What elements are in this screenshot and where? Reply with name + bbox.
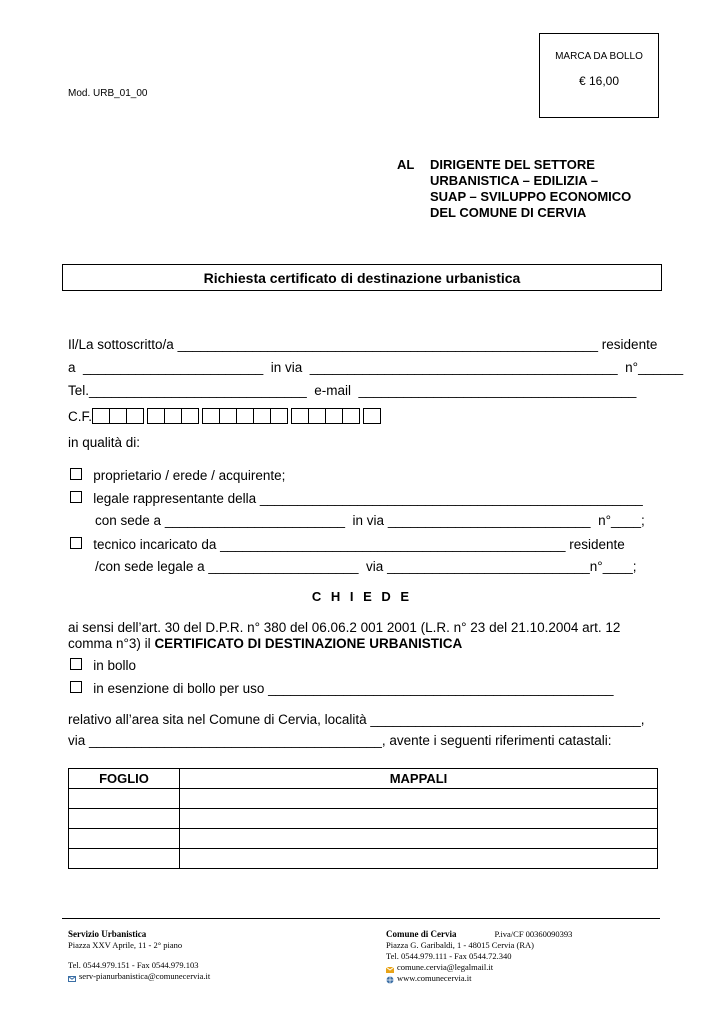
- footer-left-email[interactable]: serv-pianurbanistica@comunecervia.it: [79, 971, 211, 981]
- footer-vat: P.iva/CF 00360090393: [494, 929, 573, 939]
- phone-label: Tel.: [68, 383, 90, 398]
- applicant-address-row: [68, 360, 683, 375]
- parcels-cell[interactable]: [180, 849, 658, 869]
- law-prefix: comma n°3) il: [68, 636, 151, 651]
- cadastral-table: [68, 768, 658, 869]
- parcels-cell[interactable]: [180, 829, 658, 849]
- tax-code-char-box[interactable]: [363, 408, 381, 424]
- tech-seat-city-field[interactable]: ____________________: [208, 559, 359, 574]
- revenue-stamp-box: [539, 33, 659, 118]
- sheet-cell[interactable]: [69, 829, 180, 849]
- tax-code-char-box[interactable]: [126, 408, 144, 424]
- recipient-line: SUAP – SVILUPPO ECONOMICO: [430, 189, 632, 204]
- tax-code-char-box[interactable]: [181, 408, 199, 424]
- tax-code-char-box[interactable]: [202, 408, 220, 424]
- footer-divider: [62, 918, 660, 919]
- sheet-cell[interactable]: [69, 789, 180, 809]
- tax-code-char-box[interactable]: [92, 408, 110, 424]
- sheet-cell[interactable]: [69, 809, 180, 829]
- table-row: [69, 829, 658, 849]
- tax-code-label: C.F.: [68, 408, 93, 424]
- name-label: Il/La sottoscritto/a: [68, 337, 174, 352]
- globe-icon: [386, 976, 394, 982]
- street-label: in via: [270, 360, 303, 375]
- recipient-line: DIRIGENTE DEL SETTORE: [430, 157, 595, 172]
- recipient-line: URBANISTICA – EDILIZIA –: [430, 173, 599, 188]
- option-legal-rep: [70, 491, 643, 506]
- parcels-cell[interactable]: [180, 809, 658, 829]
- seat-street-label: in via: [352, 513, 385, 528]
- owner-checkbox[interactable]: [70, 468, 82, 480]
- mail-icon: [386, 965, 394, 971]
- seat-number-label: n°: [598, 513, 611, 528]
- tax-code-char-box[interactable]: [270, 408, 288, 424]
- parcels-header: MAPPALI: [180, 769, 658, 789]
- table-header-row: [69, 769, 658, 789]
- tax-code-char-box[interactable]: [308, 408, 326, 424]
- legal-seat-row: [95, 513, 645, 528]
- tax-code-char-box[interactable]: [147, 408, 165, 424]
- tax-code-char-box[interactable]: [109, 408, 127, 424]
- option-stamp: [70, 658, 136, 673]
- footer-right-address: Piazza G. Garibaldi, 1 - 48015 Cervia (RA): [386, 940, 534, 950]
- tax-code-char-box[interactable]: [236, 408, 254, 424]
- street-field[interactable]: _________________________________________: [309, 360, 618, 375]
- tax-code-char-box[interactable]: [219, 408, 237, 424]
- legal-rep-label: legale rappresentante della: [93, 491, 257, 506]
- module-code: Mod. URB_01_00: [68, 88, 148, 99]
- footer-left-title: Servizio Urbanistica: [68, 929, 147, 939]
- exempt-use-field[interactable]: ______________________________________________: [268, 681, 614, 696]
- stamp-checkbox[interactable]: [70, 658, 82, 670]
- seat-number-field[interactable]: ____;: [610, 513, 645, 528]
- stamp-amount: € 16,00: [578, 74, 620, 88]
- seat-city-field[interactable]: ________________________: [164, 513, 346, 528]
- tech-seat-street-label: via: [366, 559, 384, 574]
- option-owner: [70, 468, 285, 483]
- parcels-cell[interactable]: [180, 789, 658, 809]
- area-street-label: via: [68, 733, 86, 748]
- client-field[interactable]: ______________________________________________: [220, 537, 566, 552]
- table-row: [69, 809, 658, 829]
- law-reference-line1: ai sensi dell’art. 30 del D.P.R. n° 380 del 06.06.2 001 2001 (L.R. n° 23 del 21.10.2004 art. 12: [68, 620, 621, 635]
- sheet-header: FOGLIO: [69, 769, 180, 789]
- footer-left-address: Piazza XXV Aprile, 11 - 2° piano: [68, 940, 183, 950]
- tax-code-char-box[interactable]: [291, 408, 309, 424]
- footer-right-title: Comune di Cervia: [386, 929, 457, 939]
- seat-city-label: con sede a: [95, 513, 162, 528]
- sheet-cell[interactable]: [69, 849, 180, 869]
- company-field[interactable]: ___________________________________________________: [259, 491, 643, 506]
- document-title: Richiesta certificato di destinazione urbanistica: [62, 264, 662, 291]
- footer-left: [68, 929, 210, 982]
- envelope-icon: [68, 974, 76, 980]
- law-reference-line2: [68, 636, 462, 651]
- tax-code-char-box[interactable]: [342, 408, 360, 424]
- legal-rep-checkbox[interactable]: [70, 491, 82, 503]
- cadastral-intro: , avente i seguenti riferimenti catastali:: [381, 733, 612, 748]
- tax-code-boxes[interactable]: [92, 408, 380, 423]
- certificate-name: CERTIFICATO DI DESTINAZIONE URBANISTICA: [154, 636, 463, 651]
- city-label: a: [68, 360, 76, 375]
- tax-code-char-box[interactable]: [253, 408, 271, 424]
- email-field[interactable]: _____________________________________: [358, 383, 637, 398]
- email-label: e-mail: [314, 383, 352, 398]
- footer-pec[interactable]: comune.cervia@legalmail.it: [397, 962, 494, 972]
- tax-code-row: [68, 408, 380, 424]
- owner-label: proprietario / erede / acquirente;: [93, 468, 286, 483]
- applicant-contact-row: [68, 383, 636, 398]
- locality-field[interactable]: ____________________________________,: [370, 712, 645, 727]
- stamp-label: MARCA DA BOLLO: [555, 51, 643, 62]
- tech-seat-number-label: n°: [589, 559, 603, 574]
- recipient-prefix: AL: [397, 157, 415, 172]
- option-exempt: [70, 681, 614, 696]
- tech-seat-city-label: /con sede legale a: [95, 559, 205, 574]
- tech-resident-label: residente: [569, 537, 625, 552]
- technician-checkbox[interactable]: [70, 537, 82, 549]
- technician-label: tecnico incaricato da: [93, 537, 217, 552]
- phone-field[interactable]: _____________________________: [89, 383, 307, 398]
- tech-seat-number-field[interactable]: ____;: [602, 559, 637, 574]
- stamp-option-label: in bollo: [93, 658, 137, 673]
- exempt-option-label: in esenzione di bollo per uso: [93, 681, 265, 696]
- footer-right-phone: Tel. 0544.979.111 - Fax 0544.72.340: [386, 951, 512, 961]
- tech-seat-row: [95, 559, 637, 574]
- option-technician: [70, 537, 625, 552]
- tech-seat-street-field[interactable]: ___________________________: [387, 559, 590, 574]
- number-label: n°: [625, 360, 639, 375]
- footer-right: [386, 929, 572, 984]
- resident-label: residente: [601, 337, 658, 352]
- tax-code-char-box[interactable]: [164, 408, 182, 424]
- footer-web[interactable]: www.comunecervia.it: [397, 973, 472, 983]
- table-row: [69, 849, 658, 869]
- applicant-name-row: [68, 337, 657, 352]
- city-field[interactable]: ________________________: [83, 360, 264, 375]
- exempt-checkbox[interactable]: [70, 681, 82, 693]
- area-location-row: [68, 712, 644, 727]
- recipient-line: DEL COMUNE DI CERVIA: [430, 205, 587, 220]
- table-row: [69, 789, 658, 809]
- capacity-label: in qualità di:: [68, 435, 141, 450]
- area-location-label: relativo all’area sita nel Comune di Cervia, località: [68, 712, 367, 727]
- seat-street-field[interactable]: ___________________________: [387, 513, 591, 528]
- footer-left-phone: Tel. 0544.979.151 - Fax 0544.979.103: [68, 960, 199, 970]
- name-field[interactable]: ________________________________________________________: [177, 337, 599, 352]
- area-street-row: [68, 733, 611, 748]
- tax-code-char-box[interactable]: [325, 408, 343, 424]
- request-heading: C H I E D E: [311, 589, 413, 604]
- area-street-field[interactable]: _______________________________________: [89, 733, 382, 748]
- recipient-address: [430, 157, 631, 221]
- number-field[interactable]: ______: [638, 360, 684, 375]
